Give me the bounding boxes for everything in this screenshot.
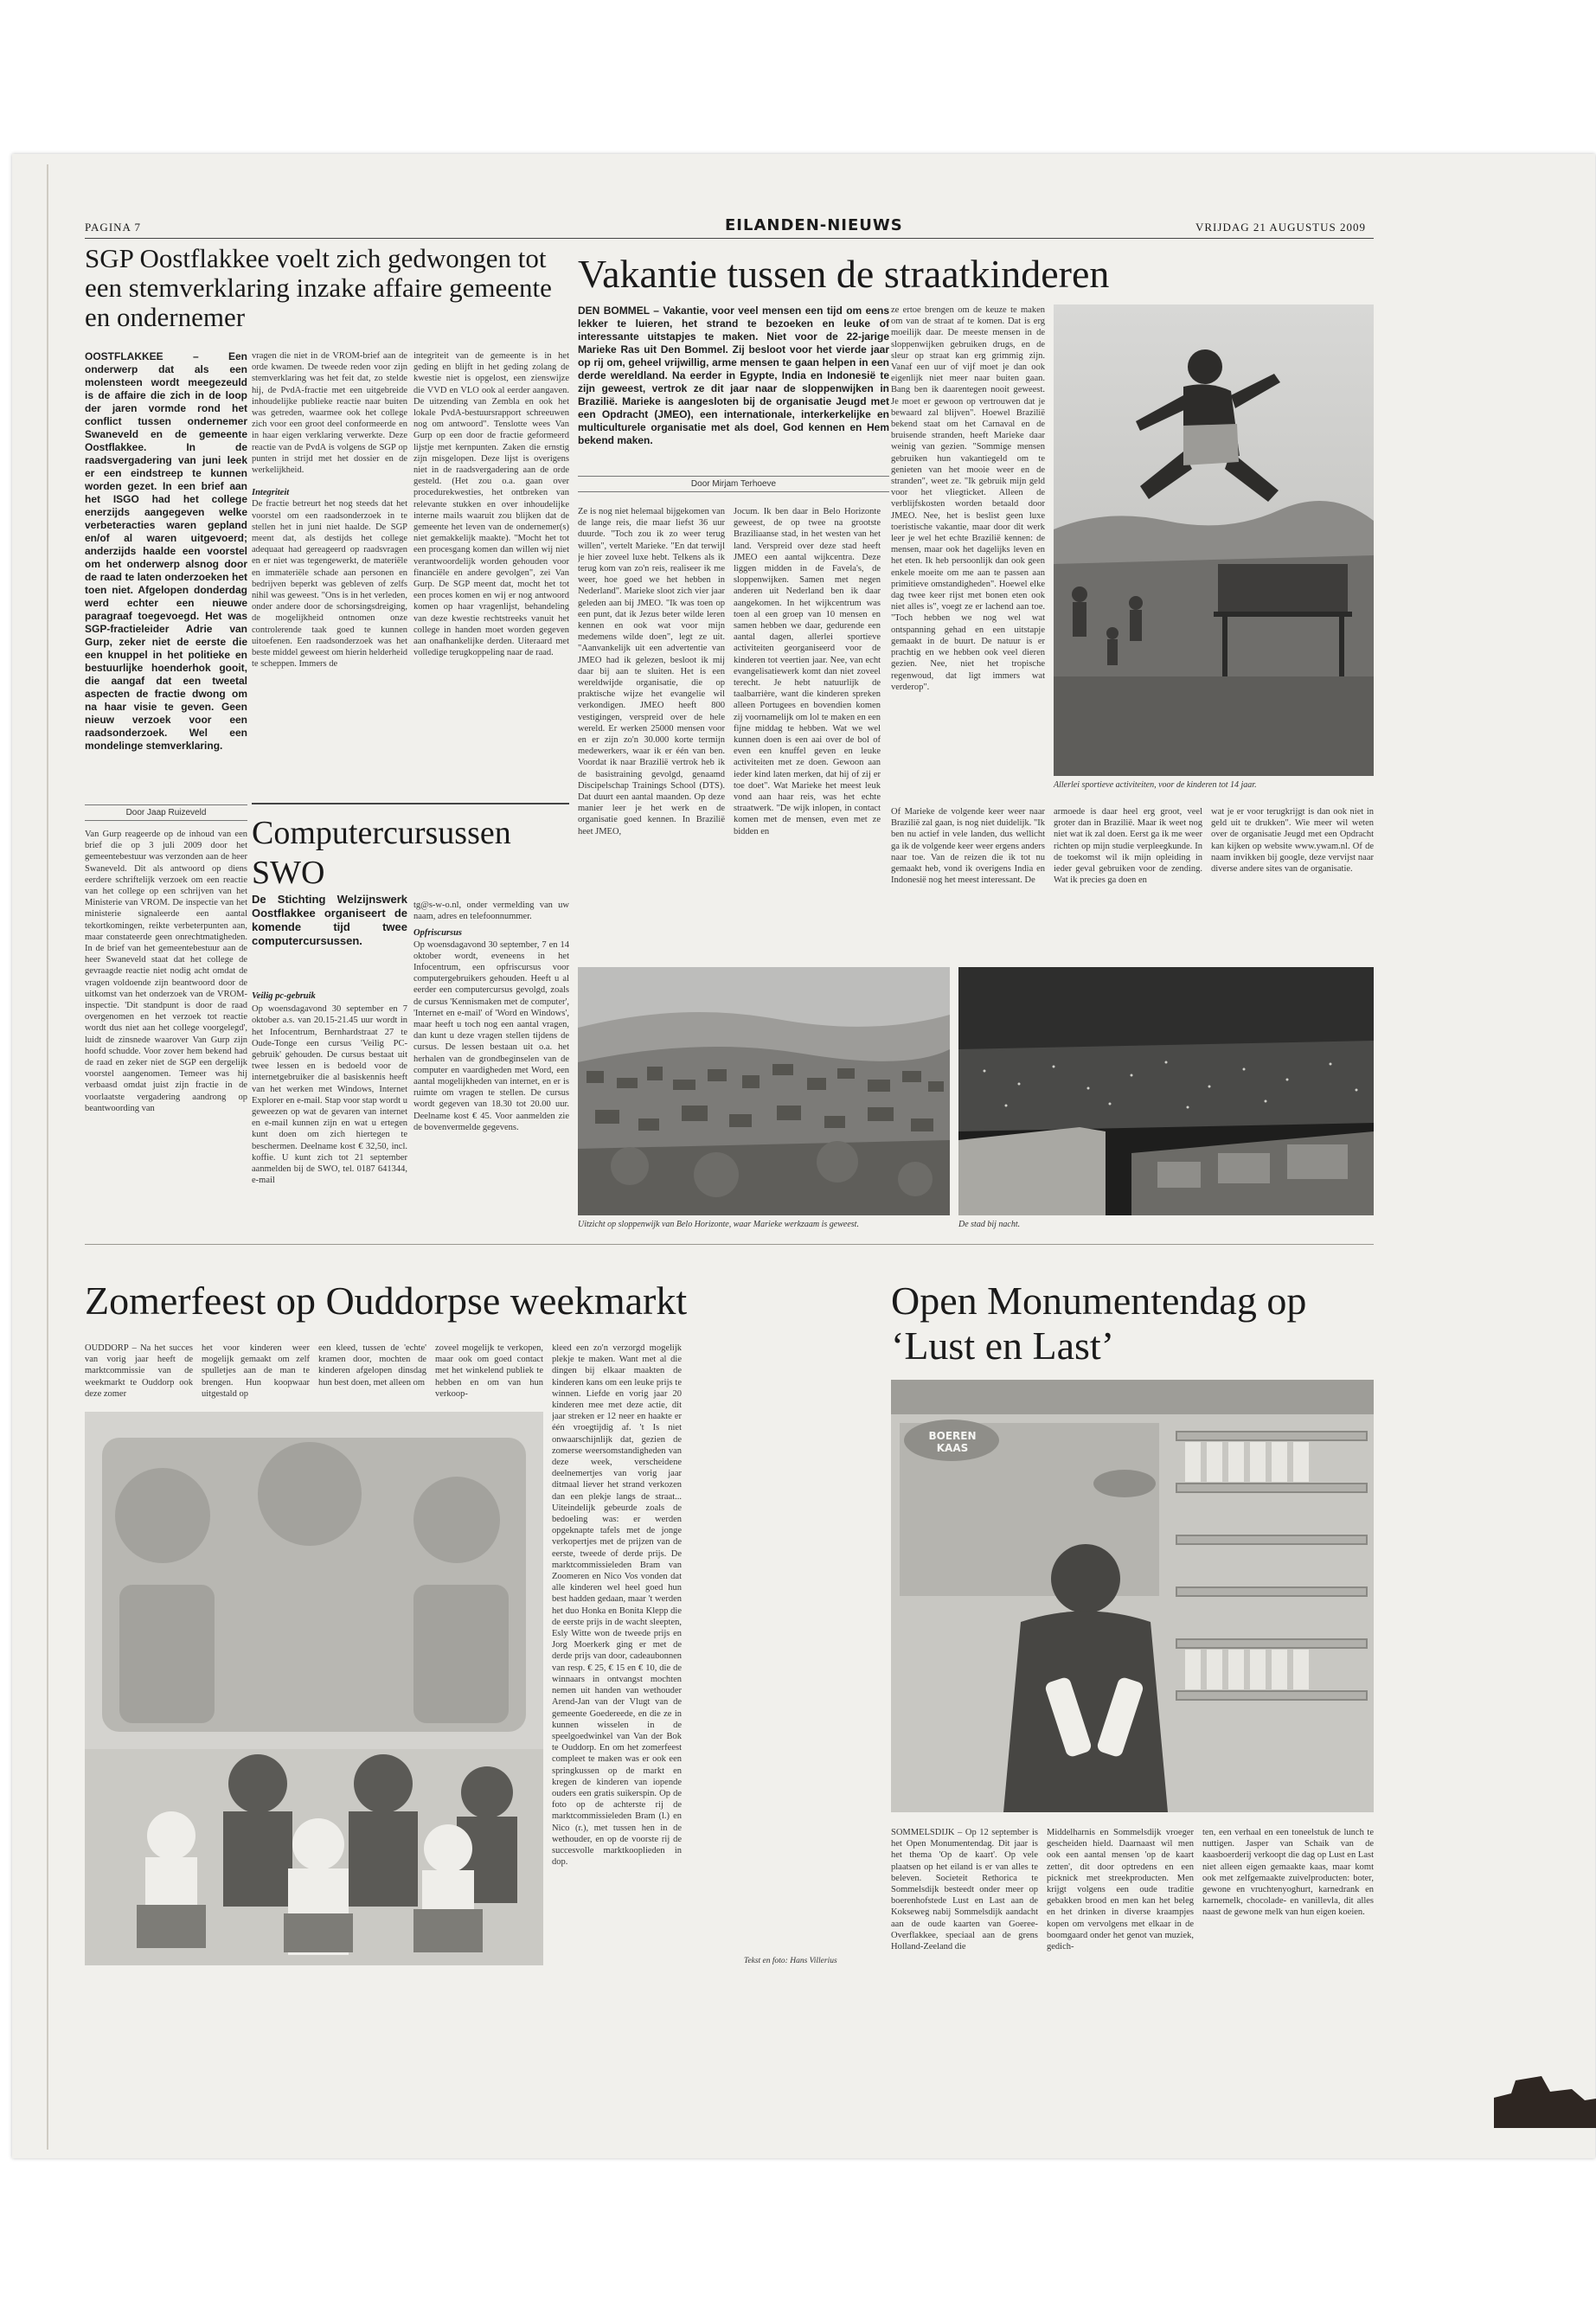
zomerfeest-column-1: OUDDORP – Na het succes van vorig jaar heeft de marktcommissie van de weekmarkt te Ouddorp ook deze zomer [85, 1343, 193, 1399]
zomerfeest-headline: Zomerfeest op Ouddorpse weekmarkt [85, 1279, 688, 1323]
monumentendag-column-3: ten, een verhaal en een toneelstuk de lunch te nuttigen. Jasper van Schaik van de kaasboerderij verkoopt die dag op Lust en Last niet alleen eigen gemaakte kaas, maar komt ook met zelfgemaakte zuivelproducten: boter, gewone en vruchtenyoghurt, karnedrank en karnemelk, chocolade- en vanillevla, dit alles naast de gewone melk van hun eigen koeien. [1202, 1828, 1374, 1918]
sgp-column-3: integriteit van de gemeente is in het geding en blijft in het geding zolang de kwestie niet is opgelost, een zienswijze die VVD en VLO ook al eerder aangaven. De uitzending van Zembla en ook het lokale PvdA-bestuursrapport schreeuwen nog om antwoord". Tenslotte wees Van Gurp op een door de fractie geformeerd lijstje met kernpunten. Zaken die ernstig zijn misgelopen. Deze lijst is overigens niet in de raadsvergadering aan de orde gesteld. (Het zou o.a. gaan over procedurekwesties, het ontbreken van relevante stukken en over inhoudelijke interne mails waaruit zou blijken dat de gemeente het leven van de ondernemer(s) niet gemakkelijk maakte). "Mocht het tot een procesgang komen dan willen wij niet verantwoordelijk worden gehouden voor financiële en andere gevolgen", zei Van Gurp. De SGP meent dat, mocht het tot een proces komen en wij er nog antwoord komen op haar vragenlijst, behandeling van deze kwestie rechtstreeks vanuit het college in handen moet worden gegeven aan onafhankelijke derden. Uiteraard met volledige terugkoppeling naar de raad. [413, 351, 569, 658]
sgp-column-1: Van Gurp reageerde op de inhoud van een brief die op 3 juli 2009 door het gemeentebestuur was verzonden aan de heer Swaneveld. Dit als antwoord op diens eerdere schriftelijk verzoek om een reactie van het college op een schrijven van het Ministerie van VROM. De inspectie van het ministerie signaleerde een aantal tekortkomingen, reikte verbeterpunten aan, maar constateerde geen onrechtmatigheden. In de brief van het gemeentebestuur aan de heer Swaneveld staat dat het college de gevraagde reactie niet nodig acht omdat de vragen voldoende zijn beantwoord door de uitkomst van het onderzoek van de VROM-inspectie. 'Dit standpunt is door de raad overgenomen en het verzoek tot reactie wordt dus niet aan het college voorgelegd', luidt de zinsnede waarover Van Gurp zijn hoofd schudde. Voor zover hem bekend had de raad en zeker niet de SGP een dergelijk voorstel aangenomen. Temeer was hij verbaasd omdat juist zijn fractie in de voorlaatste vergadering aandrong op beantwoording van [85, 830, 247, 1113]
torn-corner [1490, 2076, 1596, 2128]
zomerfeest-column-2: het voor kinderen weer mogelijk gemaakt om zelf spulletjes aan de man te brengen. Hun koopwaar uitgestald op [202, 1343, 310, 1399]
section-divider [85, 1244, 1374, 1245]
vakantie-column-4a: Of Marieke de volgende keer weer naar Brazilië zal gaan, is nog niet duidelijk. "Ik ben nu actief in vele landen, dus wellicht ga ik de volgende keer weer ergens anders naar toe. Van de reizen die ik tot nu gemaakt heb, vond ik overigens India en Indonesië nog het meest interessant. De [891, 807, 1045, 886]
vakantie-lead: DEN BOMMEL – Vakantie, voor veel mensen een tijd om eens lekker te luieren, het strand te bezoeken en leuke of interessante uitstapjes te maken. Niet voor de 22-jarige Marieke Ras uit Den Bommel. Zij besloot voor het vierde jaar op rij om, geheel vrijwillig, arme mensen te gaan helpen in een derde wereldland. Na eerder in Egypte, India en Indonesië te zijn geweest, vertrok ze dit jaar naar de sloppenwijken in Brazilië. Marieke is aangesloten bij de organisatie Jeugd met een Opdracht (JMEO), een internationale, interkerkelijke en multiculturele organisatie met als doel, God kennen en Hem bekend maken. [578, 304, 889, 446]
photo-market-group [85, 1412, 543, 1965]
caption-kids: Allerlei sportieve activiteiten, voor de kinderen tot 14 jaar. [1054, 780, 1257, 790]
photo-kids-jumping [1054, 304, 1374, 776]
caption-slum: Uitzicht op sloppenwijk van Belo Horizonte, waar Marieke werkzaam is geweest. [578, 1220, 859, 1229]
sgp-byline: Door Jaap Ruizeveld [85, 804, 247, 821]
swo-top-rule [252, 803, 569, 804]
swo-column-2 [413, 900, 569, 1246]
caption-night: De stad bij nacht. [958, 1220, 1021, 1229]
sgp-headline: SGP Oostflakkee voelt zich gedwongen tot een stemverklaring inzake affaire gemeente en ondernemer [85, 243, 552, 332]
photo-slum-view [578, 967, 950, 1215]
swo-column-1 [252, 990, 407, 1246]
sgp-col2b-text: De fractie betreurt het nog steeds dat het voorstel om een raadsonderzoek in te stellen het in juni niet haalde. De SGP meent dat, als destijds het college adequaat had gereageerd op raadsvragen en er niet was tegengewerkt, de materiële en immateriële schade aan personen en bedrijven beperkt was gebleven of zelfs nihil was geweest. "Ons is in het verleden, onder andere door de schorsingsdreiging, de mogelijkheid ontnomen onze controlerende taak goed te kunnen uitoefenen. Een raadsonderzoek was het beste middel geweest om hierin helderheid te scheppen. Immers de [252, 499, 407, 670]
photo-city-night [958, 967, 1374, 1215]
vakantie-byline: Door Mirjam Terhoeve [578, 476, 889, 492]
swo-col1-text: Op woensdagavond 30 september en 7 oktober a.s. van 20.15-21.45 uur wordt in het Infocentrum, Bernhardstraat 27 te Oude-Tonge een cursus 'Veilig PC-gebruik' gehouden. De cursus bestaat uit twee lessen en is bedoeld voor de internetgebruiker die al basiskennis heeft van het werken met Windows, Internet Explorer en e-mail. Stap voor stap wordt u geweezen op wat de gevaren van internet en e-mail kunnen zijn en wat u ertegen kunt doen om zich hiertegen te beschermen. Deelname kost € 32,50, incl. koffie. U kunt zich tot 21 september aanmelden bij de SWO, tel. 0187 641344, e-mail [252, 1004, 407, 1186]
swo-col2b-text: Op woensdagavond 30 september, 7 en 14 oktober wordt, eveneens in het Infocentrum, een opfriscursus voor computergebruikers gehouden. Heeft u al eerder een computercursus gevolgd, zoals de cursus 'Kennismaken met de computer', 'Internet en e-mail' of 'Word en Windows', maar heeft u toch nog een aantal vragen, dan kunt u deze vragen stellen tijdens de cursus. De lessen bestaan uit o.a. het herhalen van de grondbeginselen van de computer en vaardigheden met Word, een aantal mogelijkheden van internet, en er is ruimte om vragen te stellen. De cursus wordt gegeven van 18.30 tot 20.00 uur. Deelname kost € 45. Voor aanmelden zie de bovenvermelde gegevens. [413, 939, 569, 1132]
vakantie-column-1: Ze is nog niet helemaal bijgekomen van de lange reis, die maar liefst 36 uur duurde. "Toch zou ik zo weer terug willen", vertelt Marieke. "En dat terwijl je hier zoveel luxe hebt. Telkens als ik terug kom van zo'n reis, realiseer ik me weer, hoe goed we het hebben in Nederland". Marieke sloot zich vier jaar geleden aan bij JMEO. "Ik was toen op een punt, dat ik Jezus beter wilde leren kennen en ook wat voor mijn medemens wilde doen", legt ze uit. "Aanvankelijk uit een advertentie van JMEO had ik gelezen, besloot ik mij daar bij aan te sluiten. Het is een wereldwijde organisatie, die op praktische wijze het evangelie wil verkondigen. JMEO heeft 800 vestigingen, verspreid over de hele wereld. Er werken 25000 mensen voor en er zijn zo'n 30.000 korte termijn medewerkers, waar ik er één van ben. Voordat ik naar Brazilië vertrok heb ik de basistraining gevolgd, genaamd Discipelschap Trainings School (DTS). Dat duurt een aantal maanden. Op deze manier leer je het werk en de organisatie goed kennen. In Brazilië heet JMEO, [578, 507, 725, 836]
page-fold-line [47, 164, 48, 2150]
boeren-kaas-sign: BOEREN KAAS [928, 1430, 977, 1454]
zomerfeest-column-3: een kleed, tussen de 'echte' kramen door, mochten de kinderen afgelopen dinsdag hun best doen, met alleen om [318, 1343, 426, 1388]
zomerfeest-column-5: kleed een zo'n verzorgd mogelijk plekje te maken. Want met al die dingen bij elkaar maakten de kinderen kans om een leuke prijs te winnen. Liefde en vorig jaar 20 kinderen mee met deze actie, dit jaar streken er 12 neer en haakte er één vroegtijdig af. 't Is niet onwaarschijnlijk dat, gezien de zomerse weersomstandigheden van deze week, verscheidene deelnemertjes van vorig jaar ditmaal liever het strand verkozen dan een plekje langs de straat... Uiteindelijk gebeurde zoals de bedoeling was: er werden opgeknapte tafels met de jonge verkopertjes met de prijzen van de eerste, tweede of derde prijs. De marktcommissieleden Bram van Zoomeren en Nico Vos vonden dat alle kinderen wel heel goed hun best hadden gedaan, maar 't werden het duo Honka en Bonita Klepp die de eerste prijs in de wacht sleepten, Esly Witte won de tweede prijs en Jorg Moerkerk ging er met de derde prijs van door, cadeaubonnen van resp. € 25, € 15 en € 10, die de winnaars in ontvangst mochten nemen uit handen van wethouder Arend-Jan van der Vlugt van de gemeente Goedereede, en die ze in kunnen wisselen in de speelgoedwinkel van Van der Bok te Ouddorp. En om het zomerfeest compleet te maken was er ook een springkussen op de markt en kregen de kinderen van iopende ouders een gratis suikerspin. Op de foto op de achterste rij de marktcommissieleden Bram (l.) en Nico (r.), met tussen hen in de wethouder, en op de voorste rij de succesvolle marktkooplieden in dop. [552, 1343, 682, 1868]
monumentendag-column-1: SOMMELSDIJK – Op 12 september is het Open Monumentendag. Dit jaar is het thema 'Op de kaart'. Op vele plaatsen op het eiland is er van alles te beleven. Societeit Rethorica te Sommelsdijk besteedt onder meer op boerenhofstede Lust en Last aan de Kokseweg nabij Sommelsdijk aandacht aan de oude kaarten van Goeree-Overflakkee, speciaal aan de grens Holland-Zeeland die [891, 1828, 1038, 1952]
vakantie-column-4c: wat je er voor terugkrijgt is dan ook niet in geld uit te drukken". Wie meer wil weten over de organisatie Jeugd met een Opdracht kan kijken op website www.ywam.nl. Of de naam invikken bij google, deze vervijst naar diverse andere sites van de organisatie. [1211, 807, 1374, 875]
zomerfeest-column-4: zoveel mogelijk te verkopen, maar ook om goed contact met het winkelend publiek te hebben en om van hun verkoop- [435, 1343, 543, 1399]
swo-col2a-text: tg@s-w-o.nl, onder vermelding van uw naam, adres en telefoonnummer. [413, 901, 569, 922]
page-number: PAGINA 7 [85, 221, 141, 234]
swo-headline: Computercursussen SWO [252, 815, 511, 891]
vakantie-column-3: ze ertoe brengen om de keuze te maken om van de straat af te komen. Dat is erg moeilijk daar. De meeste mensen in de sloppenwijken gebruiken drugs, en de sleur op straat kan erg grimmig zijn. Vanaf een uur of vijf moet je dan ook eigenlijk niet meer naar buiten gaan. Bang ben ik daarentegen nooit geweest. Je moet er gewoon op vertrouwen dat je bewaard zal blijven". Hoewel Brazilië bekend staat om het Carnaval en de bruisende stranden, heeft Marieke daar weinig van gezien. "Sommige mensen gebruiken hun vakantiegeld om te genieten van het mooie weer en de stranden", weet ze. "Ik gebruik mijn geld voor het vliegticket. Alleen de verblijfskosten worden betaald door JMEO. Nee, het is beslist geen luxe toeristische vakantie, maar door dit werk leer je wel het echte Brazilië kennen: de mensen, maar ook het dagelijks leven en het eten. Ik heb persoonlijk dan ook geen enkele moeite om me aan te passen aan primitieve omstandigheden". Hoewel elke dag twee keer rijst met bonen eten ook niet alles is", voegt ze er lachend aan toe. "Toch hebben we nog wel wat ontspanning gehad en een uitstapje gemaakt in de buurt. De natuur is er prachtig en we hebben ook veel dieren gezien. Nee, niet het tropische regenwoud, dat ligt immers wat verderop". [891, 305, 1045, 692]
sgp-lead: OOSTFLAKKEE – Een onderwerp dat als een molensteen wordt meegezeuld is de affaire die zich in de loop der jaren vormde rond het conflict tussen ondernemer Swaneveld en de gemeente Oostflakkee. In de raadsvergadering van juni leek er een eindstreep te kunnen worden gezet. In een brief aan het ISGO had het college enerzijds aangegeven welke verbeteracties waren gepland en/of al waren uitgevoerd; anderzijds haalde een voorstel om het onderwerp alsnog door de raad te laten onderzoeken het toen niet. Afgelopen donderdag werd echter een nieuwe paragraaf toegevoegd. Het was SGP-fractieleider Adrie van Gurp, zeker niet de eerste die een knuppel in het politieke en bestuurlijke hoenderhok gooit, die aangaf dat een tweetal aspecten de fractie dwong om na haar visie te geven. Geen nieuw verzoek voor een raadsonderzoek. Wel een mondelinge stemverklaring. [85, 350, 247, 752]
swo-subhead-veilig: Veilig pc-gebruik [252, 991, 316, 1001]
sgp-col2-text: vragen die niet in de VROM-brief aan de orde kwamen. De tweede reden voor zijn stemverklaring was het feit dat, zo stelde hij, de PvdA-fractie met een uitgebreide inhoudelijke publieke reactie naar buiten was getreden, waarmee ook het college zich voor een groot deel conformeerde en in haar eigen verklaring verwerkte. Deze reactie van de PvdA is volgens de SGP op punten in strijd met het dossier en de werkelijkheid. [252, 351, 407, 476]
masthead-rule [85, 238, 1374, 239]
vakantie-headline: Vakantie tussen de straatkinderen [578, 252, 1110, 296]
paper-title: EILANDEN-NIEUWS [725, 216, 903, 234]
sgp-subhead-integriteit: Integriteit [252, 488, 290, 498]
sgp-column-2 [252, 350, 407, 688]
monumentendag-headline: Open Monumentendag op ‘Lust en Last’ [891, 1279, 1307, 1368]
vakantie-column-2: Jocum. Ik ben daar in Belo Horizonte geweest, de op twee na grootste Braziliaanse stad, in het westen van het land. Verspreid over deze stad heeft JMEO een aantal wijkcentra. Deze liggen midden in de Favela's, de sloppenwijken. Samen met negen anderen uit Nederland ben ik daar aangekomen. In het wijkcentrum was toen al een groep van 10 mensen en samen hebben we daar, gedurende een aantal dagen, allerlei sportieve activiteiten georganiseerd voor de kinderen tot veertien jaar. Nee, van echt evangelisatiewerk komt dan niet zoveel terecht. Je hebt natuurlijk de taalbarrière, want die kinderen spreken alleen Portugees en bovendien komen zij voornamelijk om lol te maken en een fijne middag te hebben. Wat we wel kunnen doen is een aai over de bol of even een knuffel geven en leuke activiteiten met ze doen. Gewoon aan ieder kind laten merken, dat hij of zij er toe doet". Wat Marieke het meest leuk vond aan haar reis, was het echte straatwerk. "De wijk inlopen, in contact komen met de mensen, even met ze bidden en [734, 507, 881, 836]
swo-lead: De Stichting Welzijnswerk Oostflakkee organiseert de komende tijd twee computercursussen. [252, 893, 407, 947]
monumentendag-column-2: Middelharnis en Sommelsdijk vroeger gescheiden hield. Daarnaast wil men ook een aantal mensen 'op de kaart zetten', dit door optredens en een picknick met streekproducten. Men krijgt volgens een oude traditie gebakken brood en men kan het beleg en het drinken in diverse kraampjes kopen om vervolgens met elkaar in de boomgaard onder het genot van muziek, gedich- [1047, 1828, 1194, 1952]
vakantie-column-4b: armoede is daar heel erg groot, veel groter dan in Brazilië. Maar ik weet nog niet wat ik zal doen. Eerst ga ik me weer richten op mijn studie verpleegkunde. In de toekomst wil ik mijn opleiding in ieder geval gebruiken voor de zending. Wat ik precies ga doen en [1054, 807, 1202, 886]
zomerfeest-credit: Tekst en foto: Hans Villerius [744, 1957, 837, 1965]
page-date: VRIJDAG 21 AUGUSTUS 2009 [1195, 221, 1366, 234]
swo-subhead-opfris: Opfriscursus [413, 928, 463, 939]
photo-cheese-shop [891, 1380, 1374, 1812]
